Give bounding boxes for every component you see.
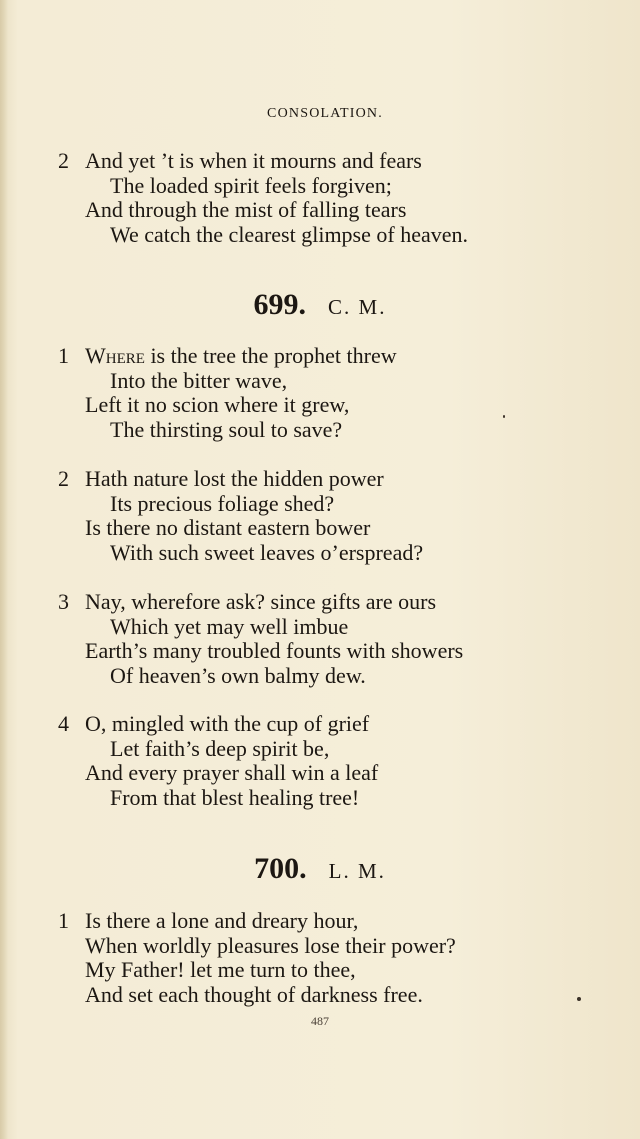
stanza-line: When worldly pleasures lose their power? bbox=[85, 932, 456, 958]
first-word: Where bbox=[85, 343, 145, 368]
stanza-line: Its precious foliage shed? bbox=[110, 490, 335, 516]
stanza-line: 1 Where is the tree the prophet threw bbox=[58, 343, 397, 368]
stanza-698-2 bbox=[58, 149, 468, 247]
stanza-line: We catch the clearest glimpse of heaven. bbox=[110, 221, 469, 247]
stanza-line: Which yet may well imbue bbox=[110, 613, 349, 639]
hymn-number: 700. bbox=[254, 852, 307, 885]
stanza-line: My Father! let me turn to thee, bbox=[85, 957, 356, 982]
stanza-699-4 bbox=[58, 712, 378, 810]
hymn-700-heading bbox=[0, 852, 640, 886]
stanza-line: 2 Hath nature lost the hidden power bbox=[58, 466, 384, 491]
stanza-line: And set each thought of darkness free. bbox=[85, 981, 423, 1007]
stanza-line: Earth’s many troubled founts with showers bbox=[85, 638, 464, 663]
running-head: CONSOLATION. bbox=[267, 106, 383, 121]
stanza-number: 2 bbox=[58, 466, 69, 491]
stanza-number: 3 bbox=[58, 589, 69, 614]
page-number: 487 bbox=[311, 1014, 329, 1028]
stanza-number: 1 bbox=[58, 343, 69, 368]
stanza-line: And through the mist of falling tears bbox=[85, 197, 407, 222]
stanza-line: 1 Is there a lone and dreary hour, bbox=[58, 908, 359, 933]
hymn-meter: L. M. bbox=[328, 859, 386, 883]
stanza-line: Is there no distant eastern bower bbox=[85, 515, 371, 540]
stanza-line: 2 And yet ’t is when it mourns and fears bbox=[58, 148, 422, 173]
stanza-line: Of heaven’s own balmy dew. bbox=[110, 662, 366, 688]
stanza-line: 3 Nay, wherefore ask? since gifts are ours bbox=[58, 589, 437, 614]
hymn-number: 699. bbox=[253, 288, 307, 321]
hymn-meter: C. M. bbox=[328, 295, 387, 319]
page-gutter-shadow bbox=[0, 0, 8, 1139]
stanza-number: 4 bbox=[58, 711, 69, 736]
hymn-699-heading bbox=[0, 288, 640, 322]
stanza-line: From that blest healing tree! bbox=[110, 784, 360, 810]
ink-speck bbox=[577, 997, 581, 1001]
ink-speck bbox=[503, 415, 505, 418]
stanza-line: 4 O, mingled with the cup of grief bbox=[58, 711, 370, 736]
stanza-line: Left it no scion where it grew, bbox=[85, 392, 350, 417]
stanza-699-3 bbox=[58, 590, 463, 688]
stanza-700-1 bbox=[58, 909, 456, 1007]
stanza-line: Into the bitter wave, bbox=[110, 367, 288, 393]
stanza-699-2 bbox=[58, 467, 423, 565]
stanza-number: 2 bbox=[58, 148, 69, 173]
stanza-number: 1 bbox=[58, 908, 69, 933]
stanza-line: The thirsting soul to save? bbox=[110, 416, 343, 442]
stanza-line: The loaded spirit feels forgiven; bbox=[110, 172, 392, 198]
stanza-line: Let faith’s deep spirit be, bbox=[110, 735, 330, 761]
stanza-line: With such sweet leaves o’erspread? bbox=[110, 539, 424, 565]
stanza-line: And every prayer shall win a leaf bbox=[85, 760, 379, 785]
stanza-699-1 bbox=[58, 344, 397, 442]
